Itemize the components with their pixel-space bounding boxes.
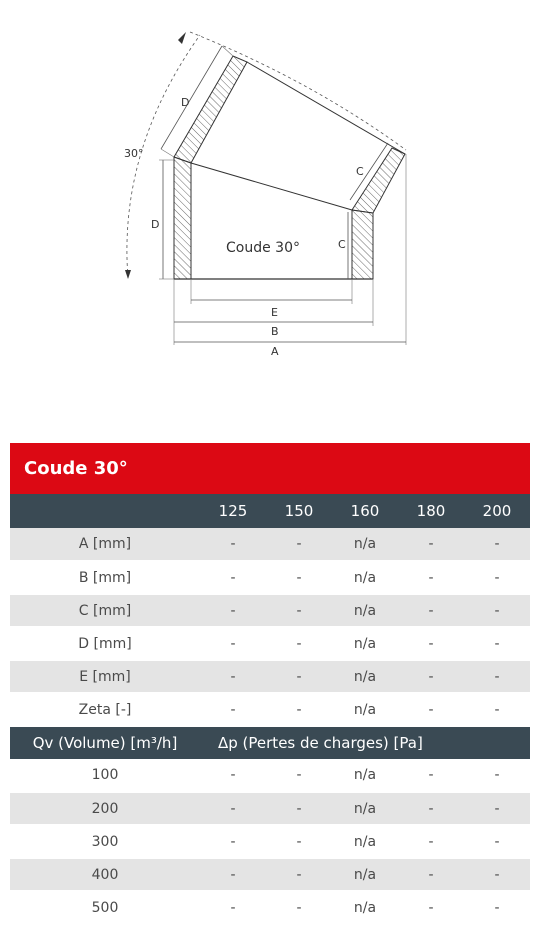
row-label: D [mm] bbox=[10, 627, 200, 660]
table-cell: - bbox=[398, 660, 464, 693]
table-cell: - bbox=[398, 858, 464, 891]
table-row bbox=[10, 594, 530, 627]
label-C-diagonal: C bbox=[356, 165, 364, 178]
table-cell: - bbox=[200, 825, 266, 858]
size-header-cell: 150 bbox=[266, 494, 332, 528]
label-A: A bbox=[271, 345, 279, 358]
table-cell: - bbox=[464, 759, 530, 792]
angle-label: 30° bbox=[124, 147, 144, 160]
table-cell: - bbox=[200, 528, 266, 561]
right-vertical-section bbox=[352, 210, 373, 279]
table-cell: - bbox=[266, 825, 332, 858]
table-cell: - bbox=[266, 561, 332, 594]
part-label: Coude 30° bbox=[226, 240, 300, 256]
label-D-vertical: D bbox=[151, 218, 160, 231]
table-cell: - bbox=[398, 561, 464, 594]
table-cell: - bbox=[200, 627, 266, 660]
table-cell: - bbox=[266, 792, 332, 825]
label-D-diagonal: D bbox=[181, 96, 190, 109]
table-cell: - bbox=[464, 660, 530, 693]
table-cell: - bbox=[398, 891, 464, 924]
table-cell: - bbox=[200, 792, 266, 825]
table-row bbox=[10, 759, 530, 792]
table-cell: n/a bbox=[332, 660, 398, 693]
table-cell: - bbox=[464, 792, 530, 825]
table-cell: - bbox=[266, 858, 332, 891]
table-cell: n/a bbox=[332, 858, 398, 891]
table-cell: - bbox=[266, 759, 332, 792]
table-cell: n/a bbox=[332, 891, 398, 924]
table-row bbox=[10, 891, 530, 924]
table-cell: n/a bbox=[332, 528, 398, 561]
row-label: C [mm] bbox=[10, 594, 200, 627]
table-row bbox=[10, 825, 530, 858]
table-cell: - bbox=[266, 627, 332, 660]
table-cell: - bbox=[200, 891, 266, 924]
left-wall-section bbox=[174, 157, 191, 279]
row-label: A [mm] bbox=[10, 528, 200, 561]
table-cell: - bbox=[398, 792, 464, 825]
table-cell: n/a bbox=[332, 594, 398, 627]
table-cell: - bbox=[464, 891, 530, 924]
table-cell: - bbox=[266, 660, 332, 693]
flow-header-row bbox=[10, 726, 530, 759]
inner-diagonal-line bbox=[191, 163, 352, 210]
table-cell: - bbox=[398, 759, 464, 792]
table-cell: - bbox=[398, 594, 464, 627]
upper-wall-section bbox=[174, 56, 247, 163]
table-cell: - bbox=[266, 528, 332, 561]
table-cell: - bbox=[464, 825, 530, 858]
spec-table bbox=[10, 494, 530, 925]
table-cell: - bbox=[464, 693, 530, 726]
table-cell: - bbox=[464, 627, 530, 660]
row-label: 400 bbox=[10, 858, 200, 891]
table-row bbox=[10, 693, 530, 726]
technical-drawing bbox=[0, 0, 550, 380]
table-title: Coude 30° bbox=[10, 443, 530, 494]
size-header-row bbox=[10, 494, 530, 528]
table-cell: n/a bbox=[332, 693, 398, 726]
table-cell: - bbox=[200, 693, 266, 726]
table-row bbox=[10, 627, 530, 660]
spec-table-panel bbox=[10, 443, 530, 925]
table-cell: - bbox=[464, 528, 530, 561]
table-cell: - bbox=[200, 858, 266, 891]
table-cell: - bbox=[398, 528, 464, 561]
size-header-empty bbox=[10, 494, 200, 528]
table-row bbox=[10, 792, 530, 825]
table-cell: - bbox=[200, 759, 266, 792]
outer-top-line bbox=[247, 62, 405, 154]
table-cell: n/a bbox=[332, 759, 398, 792]
size-header-cell: 125 bbox=[200, 494, 266, 528]
row-label: 200 bbox=[10, 792, 200, 825]
table-cell: - bbox=[266, 891, 332, 924]
table-cell: n/a bbox=[332, 561, 398, 594]
flow-header-right: Δp (Pertes de charges) [Pa] bbox=[200, 726, 530, 759]
size-header-cell: 200 bbox=[464, 494, 530, 528]
table-cell: - bbox=[200, 594, 266, 627]
table-cell: - bbox=[464, 594, 530, 627]
table-cell: - bbox=[464, 561, 530, 594]
row-label: E [mm] bbox=[10, 660, 200, 693]
table-cell: - bbox=[266, 693, 332, 726]
table-cell: n/a bbox=[332, 825, 398, 858]
flow-header-left: Qv (Volume) [m³/h] bbox=[10, 726, 200, 759]
table-cell: n/a bbox=[332, 792, 398, 825]
table-cell: - bbox=[398, 693, 464, 726]
table-cell: - bbox=[200, 660, 266, 693]
table-row bbox=[10, 858, 530, 891]
label-B: B bbox=[271, 325, 279, 338]
table-row bbox=[10, 528, 530, 561]
table-cell: - bbox=[398, 825, 464, 858]
table-cell: - bbox=[200, 561, 266, 594]
table-cell: n/a bbox=[332, 627, 398, 660]
table-row bbox=[10, 561, 530, 594]
table-row bbox=[10, 660, 530, 693]
row-label: Zeta [-] bbox=[10, 693, 200, 726]
row-label: 500 bbox=[10, 891, 200, 924]
label-E: E bbox=[271, 306, 278, 319]
size-header-cell: 180 bbox=[398, 494, 464, 528]
table-cell: - bbox=[398, 627, 464, 660]
table-cell: - bbox=[464, 858, 530, 891]
row-label: 100 bbox=[10, 759, 200, 792]
row-label: 300 bbox=[10, 825, 200, 858]
row-label: B [mm] bbox=[10, 561, 200, 594]
table-cell: - bbox=[266, 594, 332, 627]
size-header-cell: 160 bbox=[332, 494, 398, 528]
label-C-vertical: C bbox=[338, 238, 346, 251]
